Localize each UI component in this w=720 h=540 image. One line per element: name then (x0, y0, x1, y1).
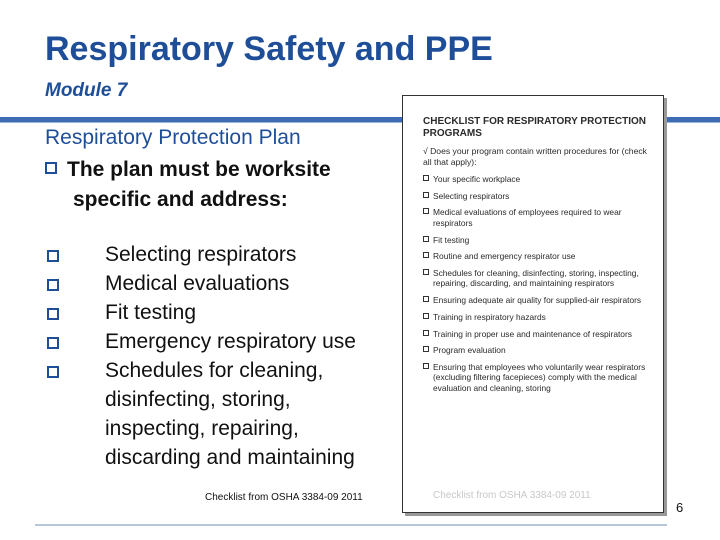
list-item: Selecting respirators (45, 240, 400, 269)
checkbox-icon (423, 236, 429, 242)
checklist-item: Schedules for cleaning, disinfecting, storing, inspecting, repairing, discarding, and maintaining respirators (423, 268, 657, 289)
checklist-question: √ Does your program contain written procedures for (check all that apply): (423, 146, 647, 167)
checkbox-bullet-icon (47, 250, 59, 262)
intro-line-2: specific and address: (73, 188, 288, 211)
slide-subtitle: Module 7 (45, 80, 128, 101)
checkbox-bullet-icon (47, 279, 59, 291)
list-item: Schedules for cleaning, (45, 356, 400, 385)
checkbox-icon (423, 208, 429, 214)
checkbox-icon (423, 192, 429, 198)
checkbox-icon (423, 330, 429, 336)
checklist-item: Selecting respirators (423, 191, 657, 202)
checkbox-bullet-icon (47, 366, 59, 378)
checklist-item: Program evaluation (423, 345, 657, 356)
section-heading: Respiratory Protection Plan (45, 126, 301, 149)
checkbox-icon (423, 346, 429, 352)
checklist-item: Medical evaluations of employees required to wear respirators (423, 207, 657, 228)
checkbox-bullet-icon (47, 308, 59, 320)
checkbox-icon (423, 269, 429, 275)
page-number: 6 (676, 500, 684, 515)
list-item-continuation: discarding and maintaining (105, 446, 355, 469)
checklist-item: Training in respiratory hazards (423, 312, 657, 323)
checklist-caption: Checklist from OSHA 3384-09 2011 (205, 492, 363, 503)
checklist-title: CHECKLIST FOR RESPIRATORY PROTECTION PROGRAMS (423, 116, 646, 139)
checkbox-icon (423, 175, 429, 181)
intro-text (45, 155, 395, 215)
checklist-item: Your specific workplace (423, 174, 657, 185)
plan-items-list (45, 240, 400, 472)
checklist-item: Routine and emergency respirator use (423, 251, 657, 262)
checklist-item: Ensuring adequate air quality for supplied-air respirators (423, 295, 657, 306)
list-item-continuation: disinfecting, storing, (105, 388, 291, 411)
osha-checklist-image (402, 95, 664, 513)
checklist-item: Fit testing (423, 235, 657, 246)
checklist-item: Ensuring that employees who voluntarily wear respirators (excluding filtering facepieces) comply with the medical evaluation and cleaning, storing (423, 362, 657, 394)
checkbox-icon (423, 363, 429, 369)
intro-line-1: The plan must be worksite (67, 158, 331, 181)
list-item: Fit testing (45, 298, 400, 327)
checkbox-bullet-icon (47, 337, 59, 349)
checklist-items (423, 174, 657, 393)
checkbox-bullet-icon (45, 162, 57, 174)
checklist-caption-ghost: Checklist from OSHA 3384-09 2011 (433, 490, 591, 501)
list-item: Emergency respiratory use (45, 327, 400, 356)
checkbox-icon (423, 252, 429, 258)
slide-title: Respiratory Safety and PPE (45, 30, 493, 68)
checkbox-icon (423, 313, 429, 319)
list-item-continuation: inspecting, repairing, (105, 417, 299, 440)
checkbox-icon (423, 296, 429, 302)
list-item: Medical evaluations (45, 269, 400, 298)
footer-divider (35, 524, 667, 526)
checklist-item: Training in proper use and maintenance of respirators (423, 329, 657, 340)
